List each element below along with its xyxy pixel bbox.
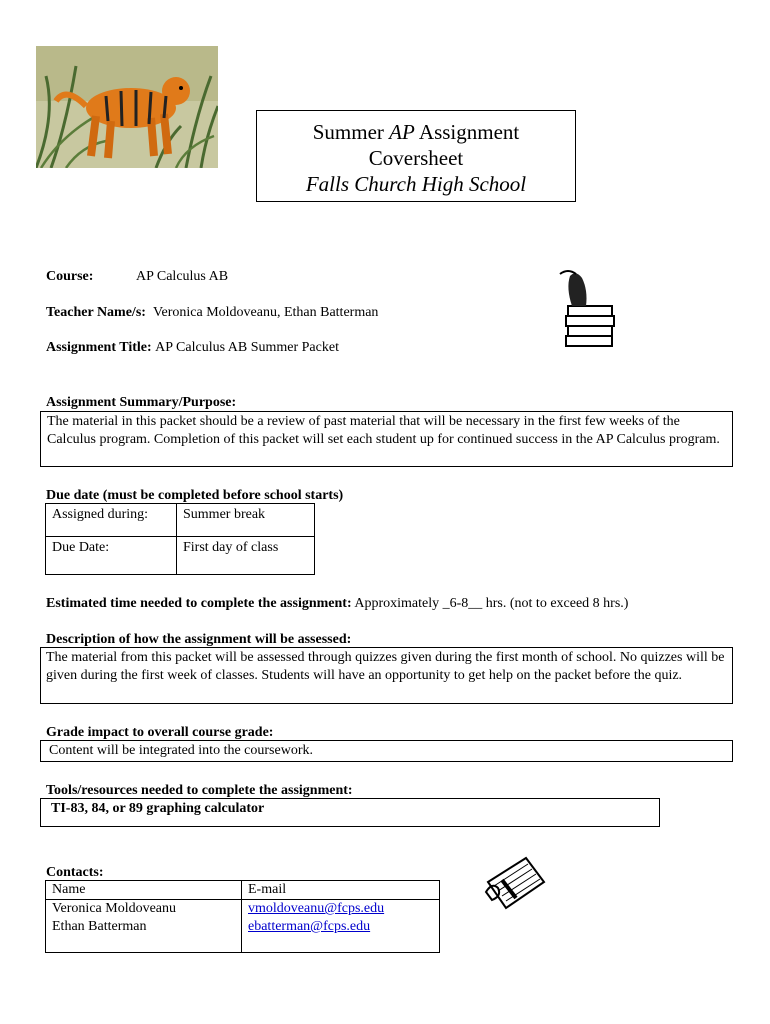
- due-cell-key: Assigned during:: [46, 504, 177, 537]
- contacts-header-email: E-mail: [242, 881, 440, 900]
- due-label: Due date (must be completed before school starts): [46, 488, 344, 503]
- assignment-title-value: AP Calculus AB Summer Packet: [155, 340, 339, 355]
- summary-label: Assignment Summary/Purpose:: [46, 395, 237, 410]
- title-line-2: Coversheet: [368, 146, 464, 170]
- due-table: [45, 503, 315, 575]
- time-value: Approximately _6-8__ hrs. (not to exceed 8 hrs.): [351, 596, 629, 611]
- due-row-assigned: [46, 504, 315, 537]
- contact-email-link[interactable]: ebatterman@fcps.edu: [248, 919, 371, 934]
- contacts-header-row: [46, 881, 440, 900]
- contacts-header-name: Name: [46, 881, 242, 900]
- assessed-box: [40, 647, 733, 704]
- contacts-table: [45, 880, 440, 953]
- grade-label: Grade impact to overall course grade:: [46, 725, 274, 740]
- assessed-label: Description of how the assignment will be assessed:: [46, 632, 352, 647]
- due-cell-value: First day of class: [177, 537, 315, 575]
- time-row: [46, 595, 628, 613]
- title-line-1: Summer AP Assignment: [312, 120, 520, 144]
- notepad-pen-image: [482, 852, 548, 912]
- course-value: AP Calculus AB: [136, 269, 229, 284]
- reader-on-books-image: [556, 268, 618, 348]
- due-row-duedate: [46, 537, 315, 575]
- course-label: Course:: [46, 269, 94, 284]
- title-box: [256, 110, 576, 202]
- teacher-label: Teacher Name/s:: [46, 305, 146, 320]
- title-line-3: Falls Church High School: [305, 172, 527, 196]
- due-cell-value: Summer break: [177, 504, 315, 537]
- grade-text: Content will be integrated into the coursework.: [49, 743, 313, 758]
- summary-box: [40, 411, 733, 467]
- contact-email-link[interactable]: vmoldoveanu@fcps.edu: [248, 901, 385, 916]
- teacher-row: [46, 304, 378, 322]
- contacts-data-row: [46, 900, 440, 953]
- grade-box: [40, 740, 733, 762]
- tiger-clipart-image: [36, 46, 218, 168]
- contacts-label: Contacts:: [46, 865, 104, 880]
- contact-name: Ethan Batterman: [52, 919, 147, 934]
- tools-text: TI-83, 84, or 89 graphing calculator: [51, 801, 265, 816]
- teacher-value: Veronica Moldoveanu, Ethan Batterman: [152, 305, 379, 320]
- assessed-text: The material from this packet will be assessed through quizzes given during the first month of school. No quizzes will be given during the first week of classes. Students will have an opportunity to get help on the packet before the quiz.: [46, 650, 725, 683]
- assignment-title-row: [46, 339, 339, 357]
- tools-label: Tools/resources needed to complete the assignment:: [46, 783, 353, 798]
- summary-text: The material in this packet should be a review of past material that will be necessary in the first few weeks of the Calculus program. Completion of this packet will set each student up for continued success in the AP Calculus program.: [47, 414, 720, 447]
- due-cell-key: Due Date:: [46, 537, 177, 575]
- tools-box: [40, 798, 660, 827]
- assignment-title-label: Assignment Title:: [46, 340, 152, 355]
- time-label: Estimated time needed to complete the assignment:: [46, 596, 352, 611]
- contact-name: Veronica Moldoveanu: [52, 901, 177, 916]
